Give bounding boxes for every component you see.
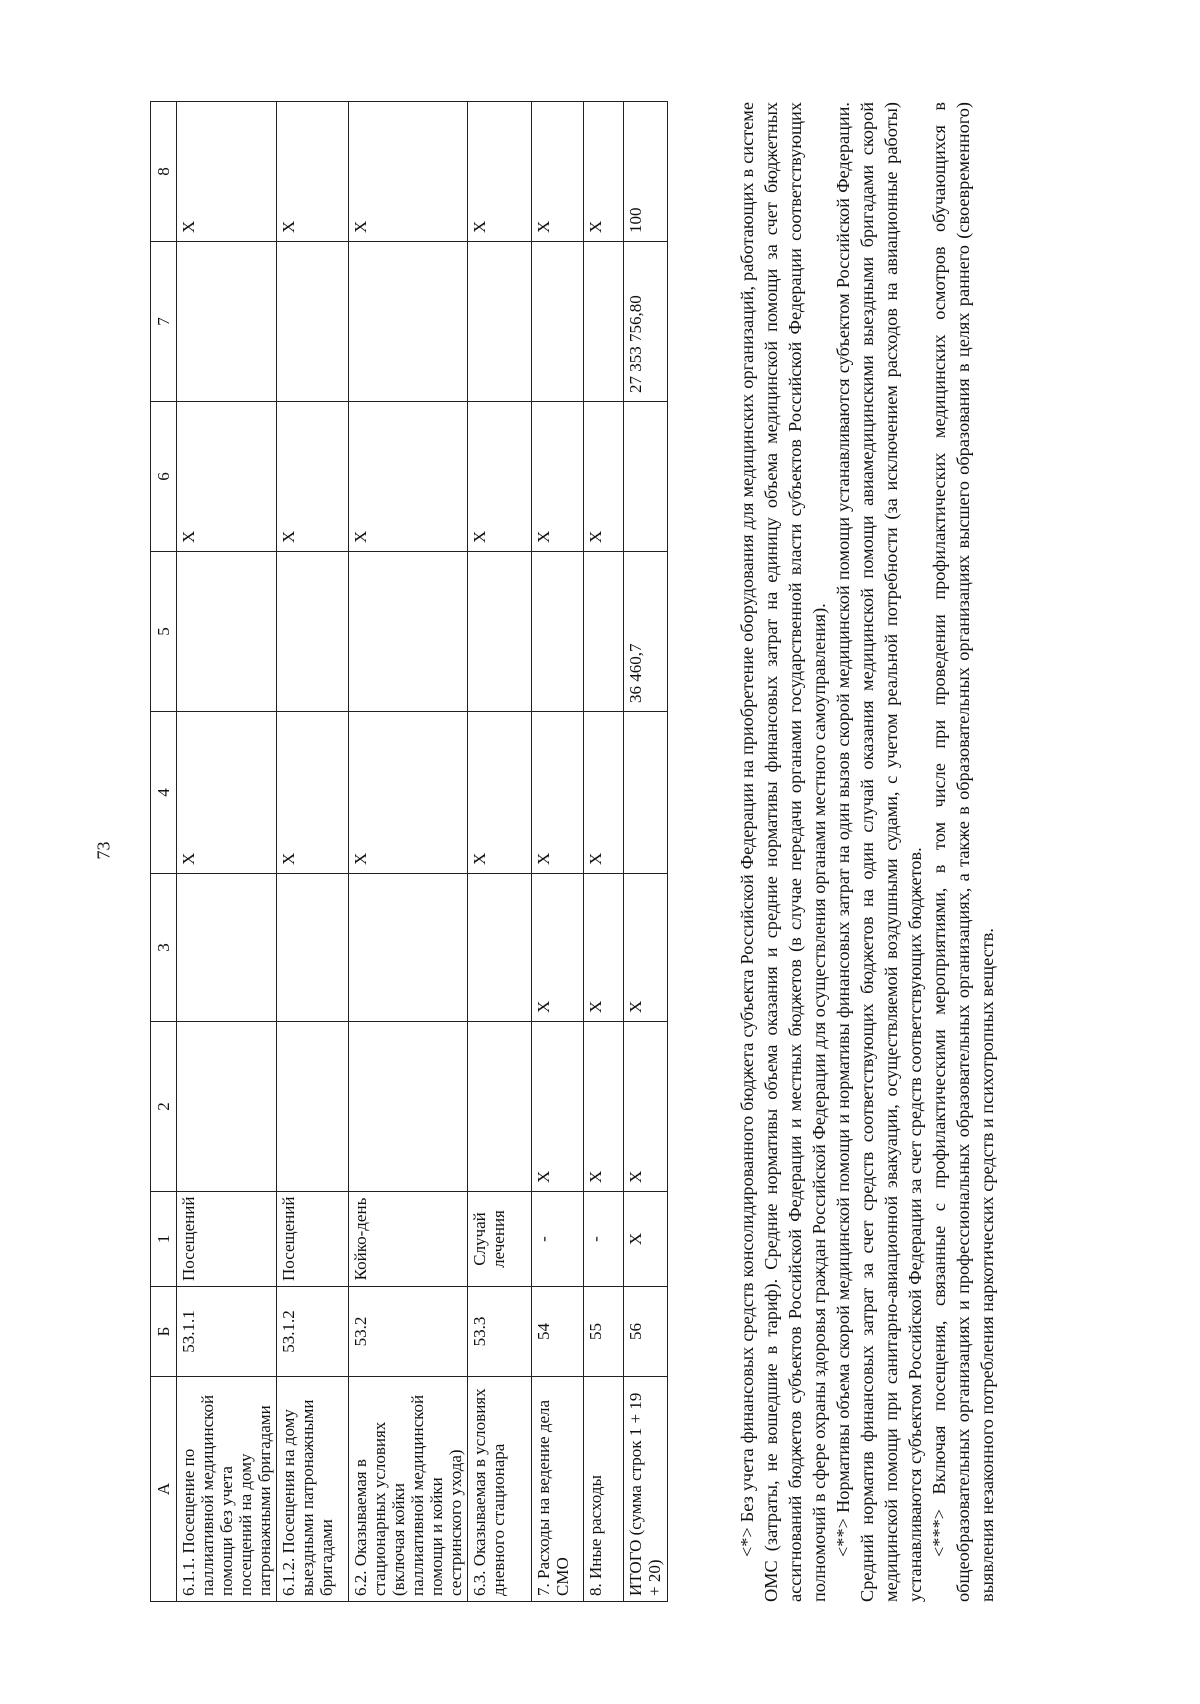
col-header: А: [151, 1377, 177, 1602]
table-cell: [177, 874, 277, 1022]
table-cell: [277, 242, 349, 402]
table-cell: 53.3: [468, 1287, 532, 1377]
table-cell: 6.1.1. Посещение по паллиативной медицинской помощи без учета посещений на дому патронажными бригадами: [177, 1377, 277, 1602]
table-row: [584, 102, 624, 1602]
table-cell: X: [349, 102, 468, 242]
table-cell: [277, 1022, 349, 1192]
table-cell: 55: [584, 1287, 624, 1377]
col-header: 2: [151, 1022, 177, 1192]
table-row: [277, 102, 349, 1602]
table-cell: [624, 402, 668, 552]
table-cell: [349, 552, 468, 712]
footnote: <***> Включая посещения, связанные с профилактическими мероприятиями, в том числе при проведении профилактических медицинских осмотров обучающихся в общеобразовательных организациях и профессиональных образовательных организациях, а также в образовательных организациях высшего образования в целях раннего (своевременного) выявления незаконного потребления наркотических средств и психотропных веществ.: [929, 102, 997, 1602]
table-cell: [624, 712, 668, 874]
table-cell: 6.1.2. Посещения на дому выездными патронажными бригадами: [277, 1377, 349, 1602]
col-header: 8: [151, 102, 177, 242]
table-cell: X: [532, 102, 584, 242]
table-cell: X: [624, 874, 668, 1022]
table-cell: X: [277, 102, 349, 242]
table-cell: X: [584, 102, 624, 242]
table-cell: X: [349, 402, 468, 552]
col-header: 3: [151, 874, 177, 1022]
col-header: 4: [151, 712, 177, 874]
table-cell: 7. Расходы на ведение дела СМО: [532, 1377, 584, 1602]
table-row: [177, 102, 277, 1602]
table-cell: [349, 242, 468, 402]
table-row: [532, 102, 584, 1602]
table-cell: X: [468, 712, 532, 874]
table-cell: 100: [624, 102, 668, 242]
table-cell: 53.2: [349, 1287, 468, 1377]
page-number: 73: [93, 841, 114, 860]
table-cell: 56: [624, 1287, 668, 1377]
table-cell: [277, 874, 349, 1022]
table-cell: [177, 242, 277, 402]
table-cell: [584, 552, 624, 712]
table-cell: [177, 552, 277, 712]
table-cell: Посещений: [177, 1192, 277, 1287]
table-cell: X: [468, 402, 532, 552]
table-cell: 53.1.1: [177, 1287, 277, 1377]
table-row: [349, 102, 468, 1602]
table-cell: [468, 1022, 532, 1192]
table-cell: [532, 552, 584, 712]
table-row: [624, 102, 668, 1602]
table-cell: [277, 552, 349, 712]
table-cell: X: [532, 712, 584, 874]
table-cell: X: [624, 1022, 668, 1192]
table-cell: Случай лечения: [468, 1192, 532, 1287]
footnote: <*> Без учета финансовых средств консолидированного бюджета субъекта Российской Федерации на приобретение оборудования для медицинских организаций, работающих в системе ОМС (затраты, не вошедшие в тариф). Средние нормативы объема оказания и средние нормативы финансовых затрат на единицу объема медицинской помощи за счет бюджетных ассигнований бюджетов субъектов Российской Федерации и местных бюджетов (в случае передачи органами государственной власти субъектов Российской Федерации соответствующих полномочий в сфере охраны здоровья граждан Российской Федерации для осуществления органами местного самоуправления).: [737, 102, 829, 1602]
table-cell: X: [532, 1022, 584, 1192]
footnote: <**> Нормативы объема скорой медицинской помощи и нормативы финансовых затрат на один вызов скорой медицинской помощи устанавливаются субъектом Российской Федерации. Средний норматив финансовых затрат за счет средств соответствующих бюджетов на один случай оказания медицинской помощи авиамедицинскими выездными бригадами скорой медицинской помощи при санитарно-авиационной эвакуации, осуществляемой воздушными судами, с учетом реальной потребности (за исключением расходов на авиационные работы) устанавливаются субъектом Российской Федерации за счет средств соответствующих бюджетов.: [833, 102, 925, 1602]
table-cell: -: [584, 1192, 624, 1287]
table-cell: X: [277, 402, 349, 552]
table-cell: 27 353 756,80: [624, 242, 668, 402]
table-cell: X: [584, 874, 624, 1022]
table-cell: X: [584, 712, 624, 874]
table-cell: X: [277, 712, 349, 874]
table-cell: X: [584, 402, 624, 552]
table-row: [468, 102, 532, 1602]
table-cell: ИТОГО (сумма строк 1 + 19 + 20): [624, 1377, 668, 1602]
table-cell: 54: [532, 1287, 584, 1377]
table-cell: X: [532, 402, 584, 552]
table-cell: [532, 242, 584, 402]
col-header: 5: [151, 552, 177, 712]
table-cell: [177, 1022, 277, 1192]
table-cell: [468, 552, 532, 712]
table-cell: [584, 242, 624, 402]
col-header: Б: [151, 1287, 177, 1377]
col-header: 7: [151, 242, 177, 402]
table-cell: 6.3. Оказываемая в условиях дневного стационара: [468, 1377, 532, 1602]
table-cell: [468, 242, 532, 402]
col-header: 6: [151, 402, 177, 552]
table-cell: [349, 874, 468, 1022]
col-header: 1: [151, 1192, 177, 1287]
table-cell: X: [532, 874, 584, 1022]
footnotes: [735, 102, 999, 1602]
table-cell: X: [349, 712, 468, 874]
financing-table: [150, 101, 668, 1602]
table-cell: 6.2. Оказываемая в стационарных условиях (включая койки паллиативной медицинской помощи и койки сестринского ухода): [349, 1377, 468, 1602]
table-cell: X: [584, 1022, 624, 1192]
table-cell: Посещений: [277, 1192, 349, 1287]
table-cell: -: [532, 1192, 584, 1287]
table-cell: X: [624, 1192, 668, 1287]
table-cell: X: [177, 712, 277, 874]
table-cell: X: [468, 102, 532, 242]
table-cell: [468, 874, 532, 1022]
table-cell: X: [177, 402, 277, 552]
table-cell: Койко-день: [349, 1192, 468, 1287]
table-cell: 53.1.2: [277, 1287, 349, 1377]
table-header-row: [151, 102, 177, 1602]
table-cell: 36 460,7: [624, 552, 668, 712]
table-cell: [349, 1022, 468, 1192]
table-cell: 8. Иные расходы: [584, 1377, 624, 1602]
rotated-page-content: [150, 102, 1110, 1602]
table-cell: X: [177, 102, 277, 242]
